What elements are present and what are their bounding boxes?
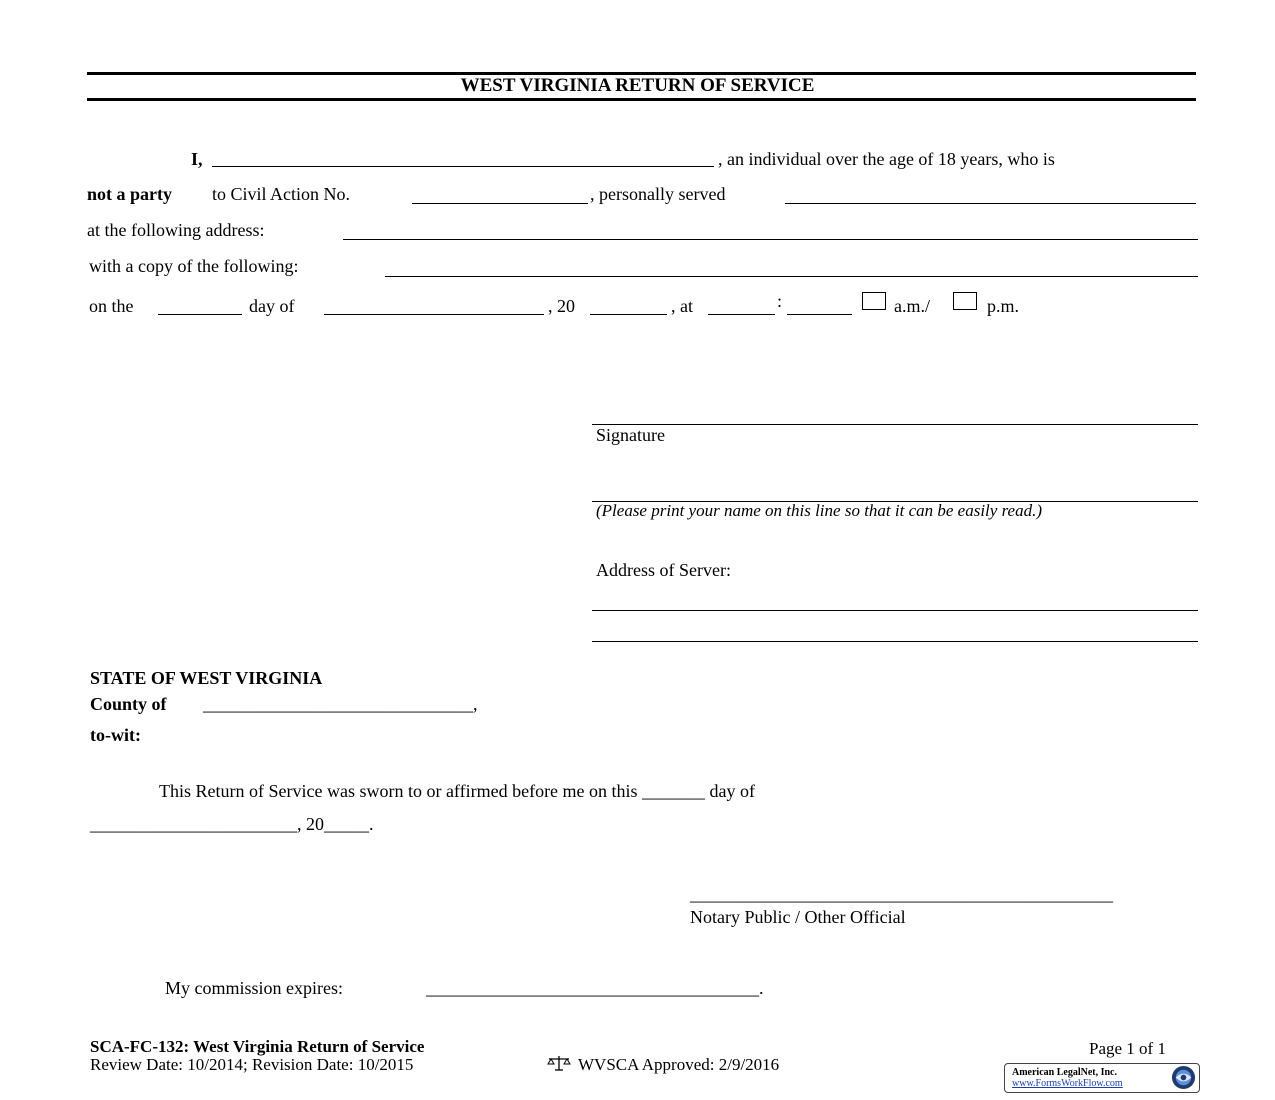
form-id: SCA-FC-132: West Virginia Return of Service	[90, 1037, 425, 1056]
county-field[interactable]: ______________________________,	[203, 694, 478, 714]
american-legalnet-logo[interactable]	[1004, 1063, 1200, 1093]
month-field[interactable]	[324, 314, 544, 315]
logo-company-name: American LegalNet, Inc.	[1012, 1067, 1117, 1078]
am-label: a.m./	[894, 296, 930, 316]
service-address-field[interactable]	[343, 239, 1198, 240]
civil-action-label: to Civil Action No.	[212, 184, 351, 204]
hour-field[interactable]	[708, 314, 775, 315]
sworn-date-line[interactable]: _______________________, 20_____.	[90, 814, 374, 834]
county-of-label: County of	[90, 694, 167, 714]
pm-checkbox[interactable]	[953, 292, 977, 310]
commission-label: My commission expires:	[165, 978, 343, 998]
at-label: , at	[671, 296, 693, 316]
i-label: I,	[191, 149, 203, 169]
sworn-statement: This Return of Service was sworn to or affirmed before me on this _______ day of	[159, 781, 756, 801]
address-label: at the following address:	[87, 220, 265, 240]
civil-action-field[interactable]	[412, 203, 588, 204]
minute-field[interactable]	[787, 314, 852, 315]
documents-served-field[interactable]	[385, 276, 1198, 277]
server-address-line-1[interactable]	[592, 610, 1198, 611]
pm-label: p.m.	[987, 296, 1020, 316]
am-checkbox[interactable]	[862, 292, 886, 310]
server-name-field[interactable]	[212, 166, 714, 167]
review-dates: Review Date: 10/2014; Revision Date: 10/2015	[90, 1055, 414, 1074]
print-name-note: (Please print your name on this line so that it can be easily read.)	[596, 501, 1043, 520]
notary-signature-line[interactable]: _______________________________________________	[690, 884, 1113, 904]
globe-icon	[1171, 1065, 1196, 1090]
address-of-server-label: Address of Server:	[596, 560, 731, 580]
scales-icon	[546, 1054, 572, 1072]
server-address-line-2[interactable]	[592, 641, 1198, 642]
to-wit-label: to-wit:	[90, 725, 141, 745]
year-field[interactable]	[590, 314, 667, 315]
state-heading: STATE OF WEST VIRGINIA	[90, 668, 323, 688]
signature-label: Signature	[596, 425, 665, 445]
logo-url-link[interactable]: www.FormsWorkFlow.com	[1012, 1078, 1123, 1089]
on-the-label: on the	[89, 296, 134, 316]
page-title: WEST VIRGINIA RETURN OF SERVICE	[460, 75, 815, 96]
approval-date: WVSCA Approved: 2/9/2016	[578, 1055, 780, 1074]
personally-served-label: , personally served	[590, 184, 726, 204]
year-prefix: , 20	[548, 296, 575, 316]
title-underline	[87, 98, 1196, 101]
commission-expires-field[interactable]: _____________________________________.	[426, 978, 764, 998]
not-a-party-text: not a party	[87, 184, 172, 204]
time-colon: :	[777, 291, 783, 311]
page-number: Page 1 of 1	[1089, 1039, 1166, 1058]
copy-label: with a copy of the following:	[89, 256, 299, 276]
day-of-label: day of	[249, 296, 295, 316]
signature-field[interactable]	[592, 424, 1198, 425]
served-person-field[interactable]	[785, 203, 1196, 204]
day-field[interactable]	[158, 314, 242, 315]
notary-label: Notary Public / Other Official	[690, 907, 906, 927]
individual-text: , an individual over the age of 18 years, who is	[718, 149, 1055, 169]
